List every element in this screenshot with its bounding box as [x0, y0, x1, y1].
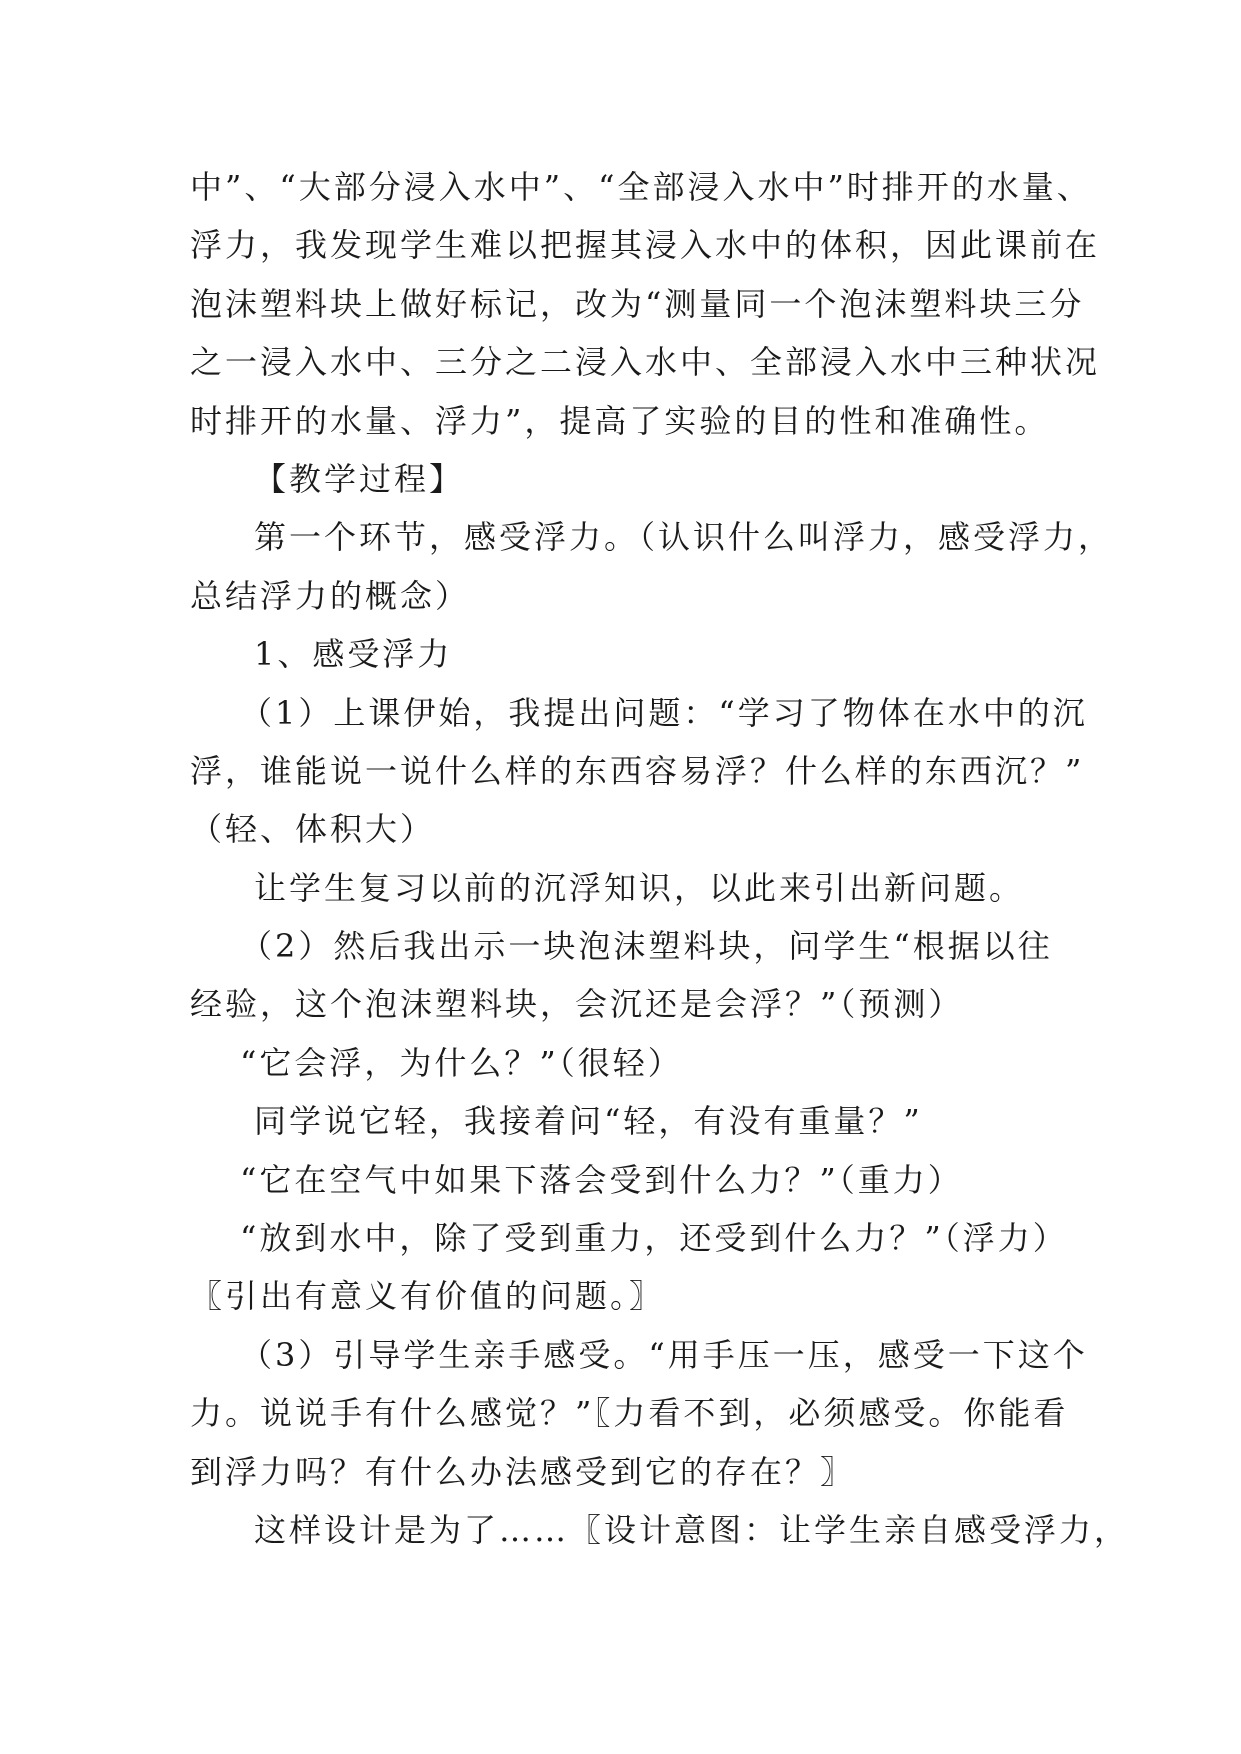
paragraph-line: 浮，谁能说一说什么样的东西容易浮？什么样的东西沉？” — [190, 751, 1085, 790]
section-heading: 【教学过程】 — [254, 459, 465, 498]
paragraph-line: 力。说说手有什么感觉？”〖力看不到，必须感受。你能看 — [190, 1394, 1069, 1433]
paragraph-line: “它会浮，为什么？”（很轻） — [240, 1043, 683, 1082]
paragraph-line: “它在空气中如果下落会受到什么力？”（重力） — [240, 1160, 963, 1199]
paragraph-line: 让学生复习以前的沉浮知识，以此来引出新问题。 — [254, 868, 1025, 907]
paragraph-line: 浮力，我发现学生难以把握其浸入水中的体积，因此课前在 — [190, 226, 1101, 265]
paragraph-line: 总结浮力的概念） — [190, 576, 471, 615]
paragraph-line: （1）上课伊始，我提出问题：“学习了物体在水中的沉 — [240, 693, 1088, 732]
paragraph-line: 同学说它轻，我接着问“轻，有没有重量？” — [254, 1102, 923, 1141]
paragraph-line: （2）然后我出示一块泡沫塑料块，问学生“根据以往 — [240, 927, 1053, 966]
paragraph-line: 〖引出有意义有价值的问题。〗 — [190, 1277, 665, 1316]
paragraph-line: （轻、体积大） — [190, 810, 436, 849]
paragraph-line: 中”、“大部分浸入水中”、“全部浸入水中”时排开的水量、 — [190, 168, 1092, 206]
paragraph-line: “放到水中，除了受到重力，还受到什么力？”（浮力） — [240, 1219, 1068, 1258]
paragraph-line: 时排开的水量、浮力”，提高了实验的目的性和准确性。 — [190, 401, 1050, 440]
paragraph-line: 第一个环节，感受浮力。（认识什么叫浮力，感受浮力， — [254, 518, 1114, 557]
document-body — [190, 158, 1130, 1559]
paragraph-line: 这样设计是为了……〖设计意图：让学生亲自感受浮力， — [254, 1510, 1130, 1549]
paragraph-line: 经验，这个泡沫塑料块，会沉还是会浮？”（预测） — [190, 985, 964, 1024]
subsection-heading: 1、感受浮力 — [254, 635, 453, 674]
paragraph-line: 泡沫塑料块上做好标记，改为“测量同一个泡沫塑料块三分 — [190, 284, 1085, 323]
paragraph-line: 到浮力吗？有什么办法感受到它的存在？〗 — [190, 1452, 856, 1491]
paragraph-line: （3）引导学生亲手感受。“用手压一压，感受一下这个 — [240, 1335, 1088, 1374]
paragraph-line: 之一浸入水中、三分之二浸入水中、全部浸入水中三种状况 — [190, 343, 1101, 382]
